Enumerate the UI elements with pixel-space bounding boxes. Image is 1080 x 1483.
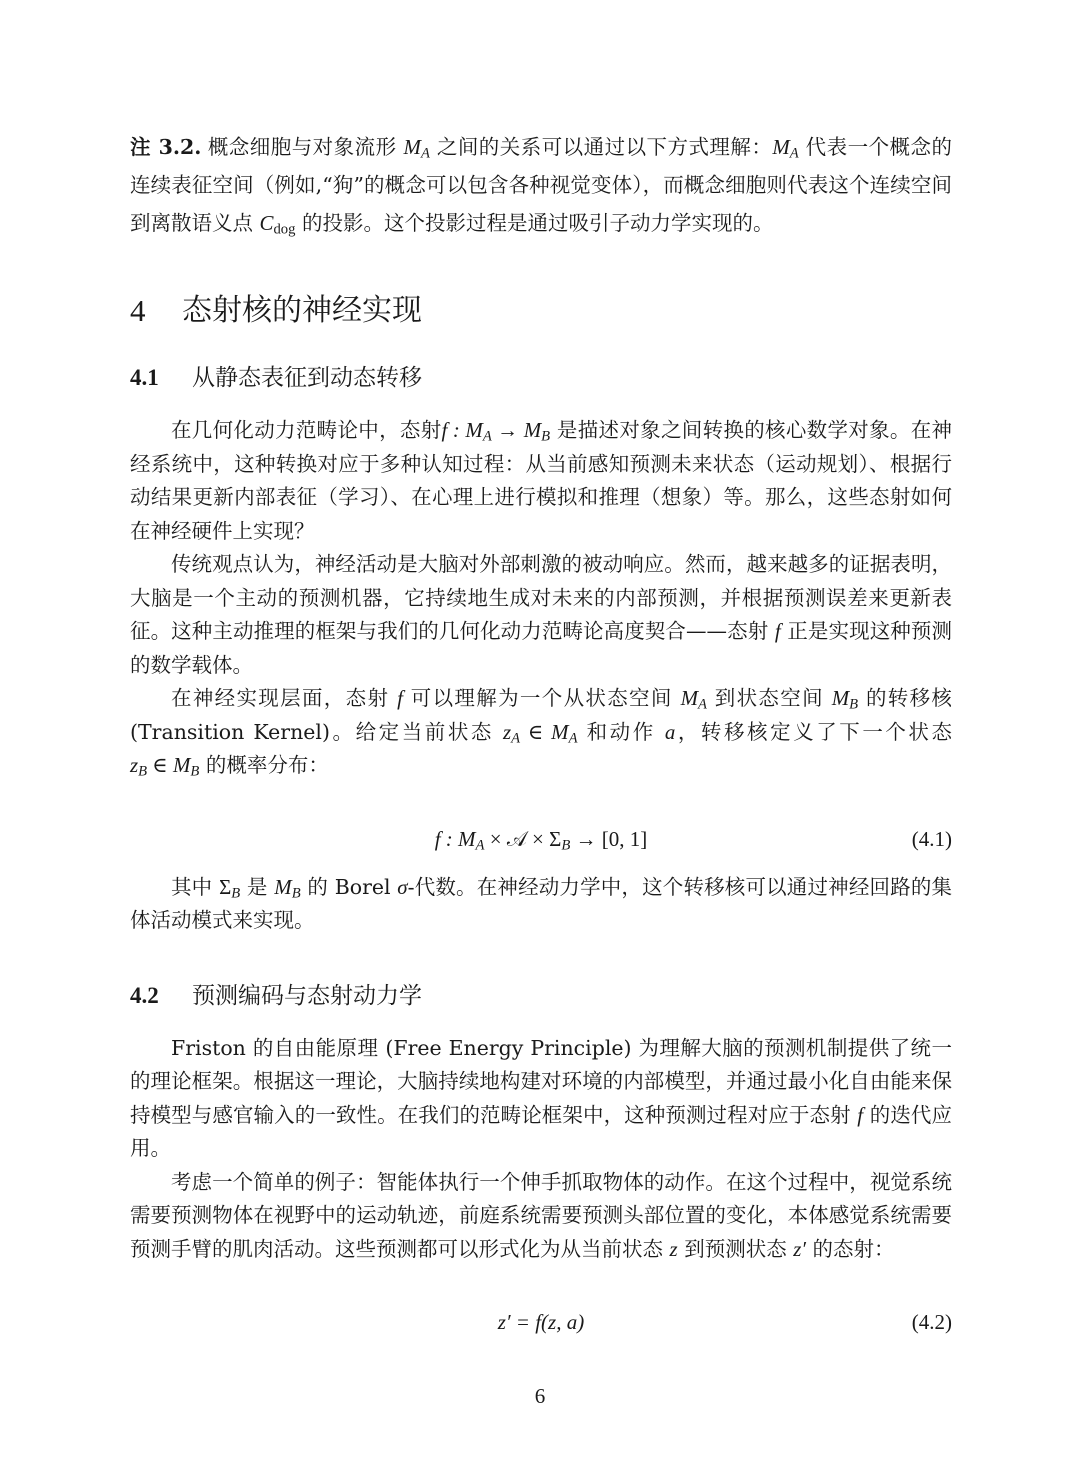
math-inline: $C_{dog}$ (259, 211, 296, 238)
remark-3-2 (130, 128, 952, 242)
subsection-title: 从静态表征到动态转移 (192, 365, 422, 391)
subsection-number: 4.1 (130, 365, 159, 390)
math-inline: $z_A$ ∈ $M_A$ (503, 719, 578, 747)
subsection-heading-4-1 (130, 356, 952, 400)
subsection-title: 预测编码与态射动力学 (192, 982, 422, 1009)
paragraph: Friston 的自由能原理 (Free Energy Principle) 为理解大脑的预测机制提供了统一的理论框架。根据这一理论，大脑持续地构建对环境的内部模型，并通过最小化自由能来保持模型与感官输入的一致性。在我们的范畴论框架中，这种预测过程对应于态射 f 的迭代应用。 (130, 1035, 952, 1160)
equation-4-2 (130, 1302, 952, 1342)
math-inline: $\Sigma_B$ (219, 874, 241, 902)
equation-number: (4.1) (911, 826, 952, 851)
equation-body: z′ = f(z, a) (497, 1310, 585, 1334)
section-heading (130, 286, 952, 336)
math-inline: z′ (793, 1236, 806, 1261)
math-inline: $z_B$ ∈ $M_B$ (130, 753, 200, 780)
math-inline: f (857, 1102, 864, 1127)
subsection-heading-4-2 (130, 974, 952, 1018)
remark-text: 概念细胞与对象流形 (207, 135, 397, 159)
paragraph: 在神经实现层面，态射 f 可以理解为一个从状态空间 $M_A$ 到状态空间 $M_B$ 的转移核 (Transition Kernel)。给定当前状态 $z_A$ ∈ $M_A$ 和动作 a，转移核定义了下一个状态 $z_B$ ∈ $M_B$ 的概率分布： (130, 686, 952, 780)
section-number: 4 (130, 293, 146, 328)
math-inline: f : $M_A \to M_B$ (441, 418, 551, 445)
math-inline: $M_B$ (274, 874, 301, 902)
remark-label: 注 3.2. (130, 135, 202, 159)
paragraph: 考虑一个简单的例子：智能体执行一个伸手抓取物体的动作。在这个过程中，视觉系统需要预测物体在视野中的运动轨迹，前庭系统需要预测头部位置的变化，本体感觉系统需要预测手臂的肌肉活动。这些预测都可以形式化为从当前状态 z 到预测状态 z′ 的态射： (130, 1169, 952, 1261)
paragraph: 传统观点认为，神经活动是大脑对外部刺激的被动响应。然而，越来越多的证据表明，大脑是一个主动的预测机器，它持续地生成对未来的内部预测，并根据预测误差来更新表征。这种主动推理的框架与我们的几何化动力范畴论高度契合——态射 f 正是实现这种预测的数学载体。 (130, 552, 952, 677)
math-inline: $M_B$ (831, 686, 859, 713)
remark-text: 的投影。这个投影过程是通过吸引子动力学实现的。 (301, 211, 774, 235)
section-title: 态射核的神经实现 (182, 293, 422, 328)
remark-text: 之间的关系可以通过以下方式理解： (436, 135, 773, 159)
math-inline: a (664, 719, 676, 744)
paragraph: 在几何化动力范畴论中，态射f : $M_A \to M_B$ 是描述对象之间转换的核心数学对象。在神经系统中，这种转换对应于多种认知过程：从当前感知预测未来状态（运动规划）、根据行动结果更新内部表征（学习）、在心理上进行模拟和推理（想象）等。那么，这些态射如何在神经硬件上实现？ (130, 418, 953, 543)
page-content (130, 128, 952, 1354)
math-inline: f (397, 686, 403, 710)
equation-body: f : $M_A$ × 𝒜 × $\Sigma_B \to [0$, 1] (434, 826, 648, 854)
math-inline: σ (397, 874, 408, 899)
math-inline: $M_A$ (403, 135, 430, 162)
subsection-number: 4.2 (130, 982, 159, 1008)
math-inline: f (774, 619, 781, 643)
paragraph: 其中 $\Sigma_B$ 是 $M_B$ 的 Borel σ-代数。在神经动力学中，这个转移核可以通过神经回路的集体活动模式来实现。 (130, 874, 953, 932)
equation-4-1 (130, 819, 952, 859)
page-number: 6 (534, 1384, 546, 1408)
math-inline: $M_A$ (680, 686, 707, 713)
math-inline: z (669, 1236, 678, 1261)
math-inline: $M_A$ (772, 135, 799, 162)
remark-text: 代表一个概念的连续表征空间（例如,“狗”的概念可以包含各种视觉变体），而概念细胞则代表这个连续空间到离散语义点 (130, 135, 952, 235)
equation-number: (4.2) (911, 1310, 952, 1334)
